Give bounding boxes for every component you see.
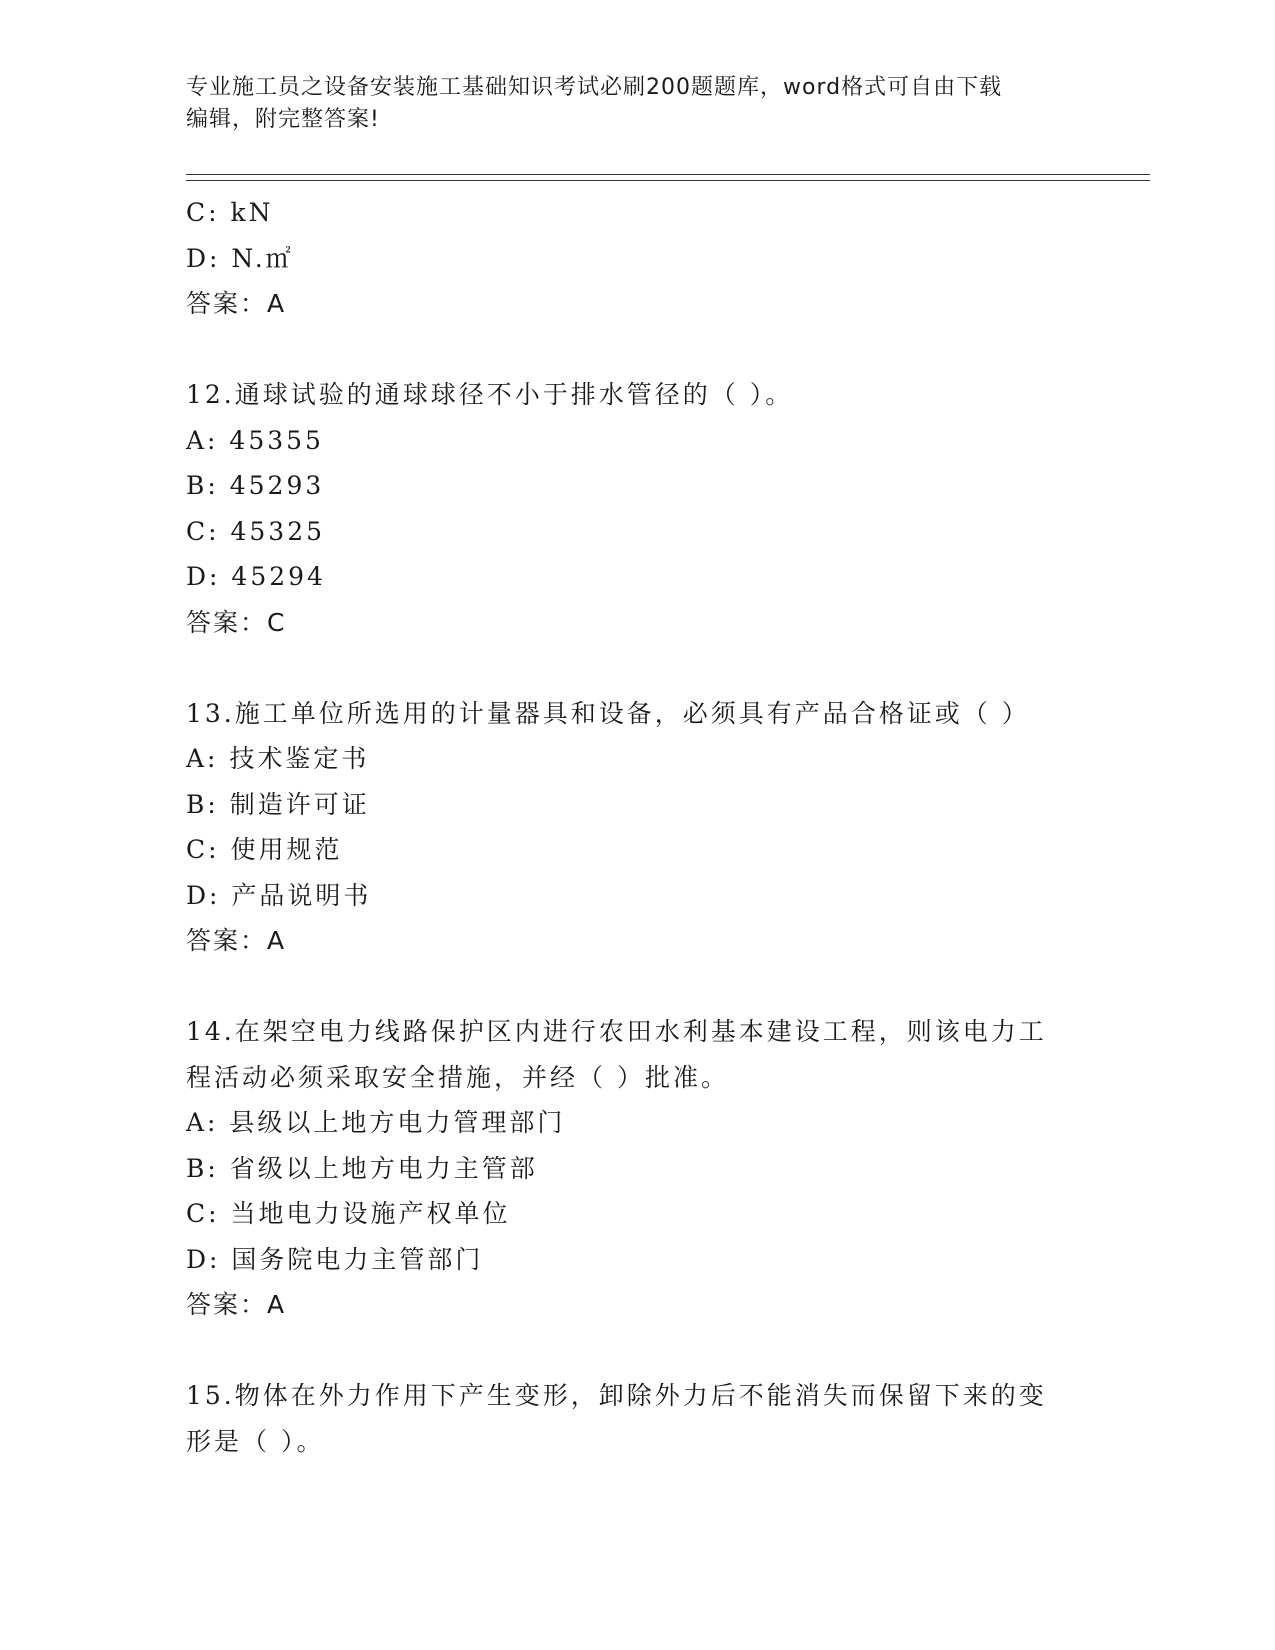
option-c: C: 使用规范 [186,835,343,864]
answer-label: 答案：C [186,607,287,637]
question-11-tail [186,190,1086,327]
header-line-1: 专业施工员之设备安装施工基础知识考试必刷200题题库，word格式可自由下载 [186,75,1003,100]
question-text-line-2: 程活动必须采取安全措施，并经（ ）批准。 [186,1062,729,1092]
question-content [186,190,1086,1464]
option-d: D: N.㎡ [186,243,294,273]
document-header [186,72,1066,136]
option-b: B: 45293 [186,471,325,500]
question-13 [186,691,1086,964]
question-text: 13.施工单位所选用的计量器具和设备，必须具有产品合格证或（ ） [186,698,1030,728]
header-divider-bottom [186,180,1150,181]
option-a: A: 县级以上地方电力管理部门 [186,1108,566,1137]
option-d: D: 国务院电力主管部门 [186,1244,484,1274]
option-c: C: 45325 [186,516,326,546]
question-text: 12.通球试验的通球球径不小于排水管径的（ ）。 [186,380,794,409]
option-d: D: 产品说明书 [186,880,372,910]
option-a: A: 45355 [186,425,324,455]
option-c: C: kN [186,198,274,227]
question-text-line-2: 形是（ ）。 [186,1426,325,1456]
option-c: C: 当地电力设施产权单位 [186,1199,511,1228]
option-d: D: 45294 [186,562,326,591]
option-a: A: 技术鉴定书 [186,744,370,773]
question-12 [186,372,1086,645]
header-divider-top [186,174,1150,175]
answer-label: 答案：A [186,926,287,955]
question-text-line-1: 15.物体在外力作用下产生变形，卸除外力后不能消失而保留下来的变 [186,1381,1047,1410]
question-15 [186,1373,1086,1464]
option-b: B: 省级以上地方电力主管部 [186,1153,538,1183]
option-b: B: 制造许可证 [186,789,370,819]
answer-label: 答案：A [186,1290,287,1319]
answer-label: 答案：A [186,289,287,318]
header-line-2: 编辑，附完整答案! [186,107,380,132]
question-text-line-1: 14.在架空电力线路保护区内进行农田水利基本建设工程，则该电力工 [186,1017,1047,1046]
question-14 [186,1009,1086,1328]
